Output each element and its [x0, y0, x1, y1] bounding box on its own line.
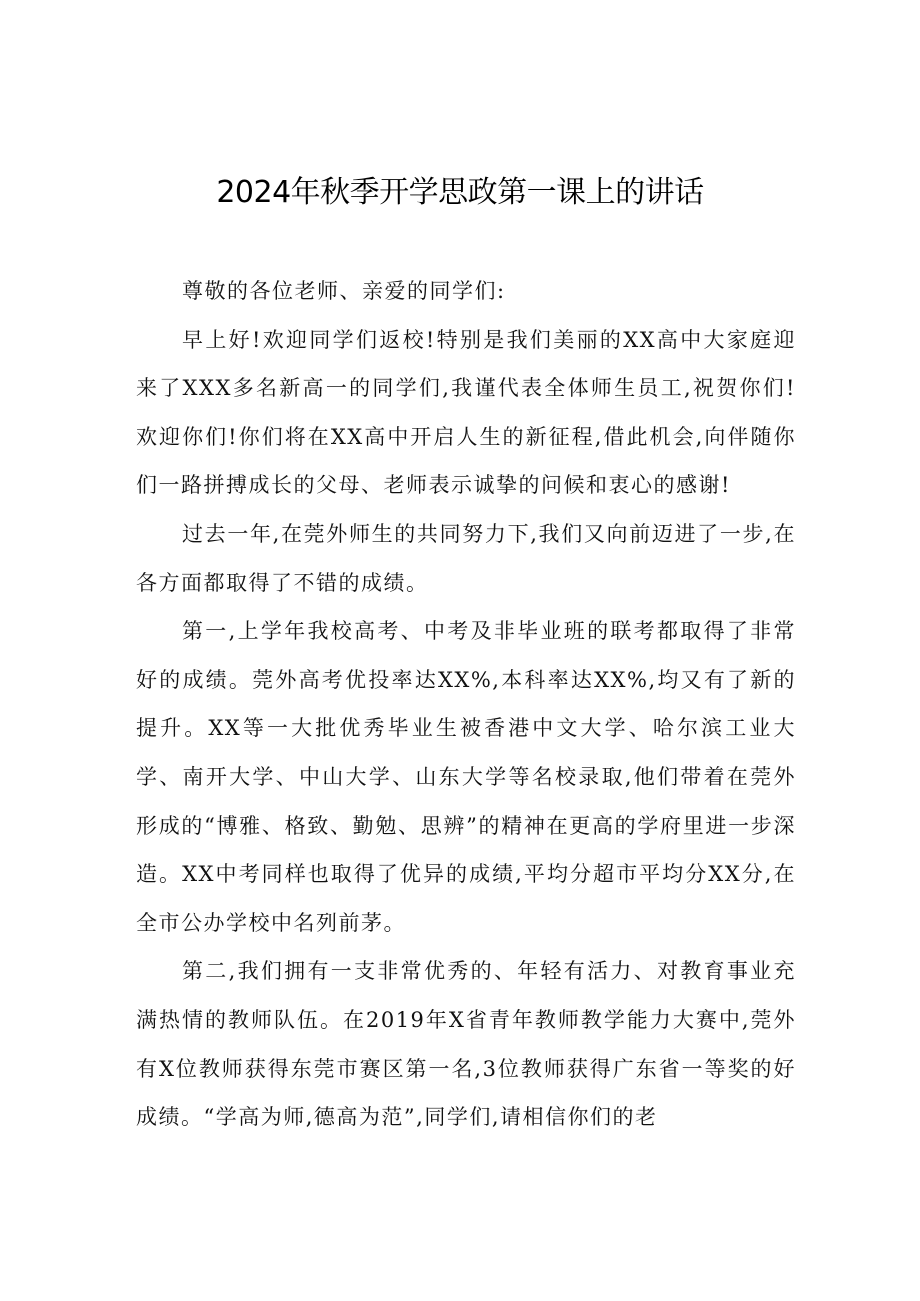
welcome-paragraph: 早上好!欢迎同学们返校!特别是我们美丽的XX高中大家庭迎来了XXX多名新高一的同学们,我谨代表全体师生员工,祝贺你们!欢迎你们!你们将在XX高中开启人生的新征程,借此机会,向伴随你们一路拼搏成长的父母、老师表示诚挚的问候和衷心的感谢! [136, 327, 796, 498]
first-achievement-paragraph: 第一,上学年我校高考、中考及非毕业班的联考都取得了非常好的成绩。莞外高考优投率达XX%,本科率达XX%,均又有了新的提升。XX等一大批优秀毕业生被香港中文大学、哈尔滨工业大学、南开大学、中山大学、山东大学等名校录取,他们带着在莞外形成的“博雅、格致、勤勉、思辨”的精神在更高的学府里进一步深造。XX中考同样也取得了优异的成绩,平均分超市平均分XX分,在全市公办学校中名列前茅。 [136, 619, 796, 935]
salutation-paragraph: 尊敬的各位老师、亲爱的同学们: [182, 279, 506, 303]
past-year-paragraph: 过去一年,在莞外师生的共同努力下,我们又向前迈进了一步,在各方面都取得了不错的成绩。 [136, 521, 796, 595]
second-achievement-paragraph: 第二,我们拥有一支非常优秀的、年轻有活力、对教育事业充满热情的教师队伍。在2019年X省青年教师教学能力大赛中,莞外有X位教师获得东莞市赛区第一名,3位教师获得广东省一等奖的好成绩。“学高为师,德高为范”,同学们,请相信你们的老 [136, 959, 796, 1130]
page-title: 2024年秋季开学思政第一课上的讲话 [216, 175, 704, 210]
document-body [136, 267, 796, 1142]
